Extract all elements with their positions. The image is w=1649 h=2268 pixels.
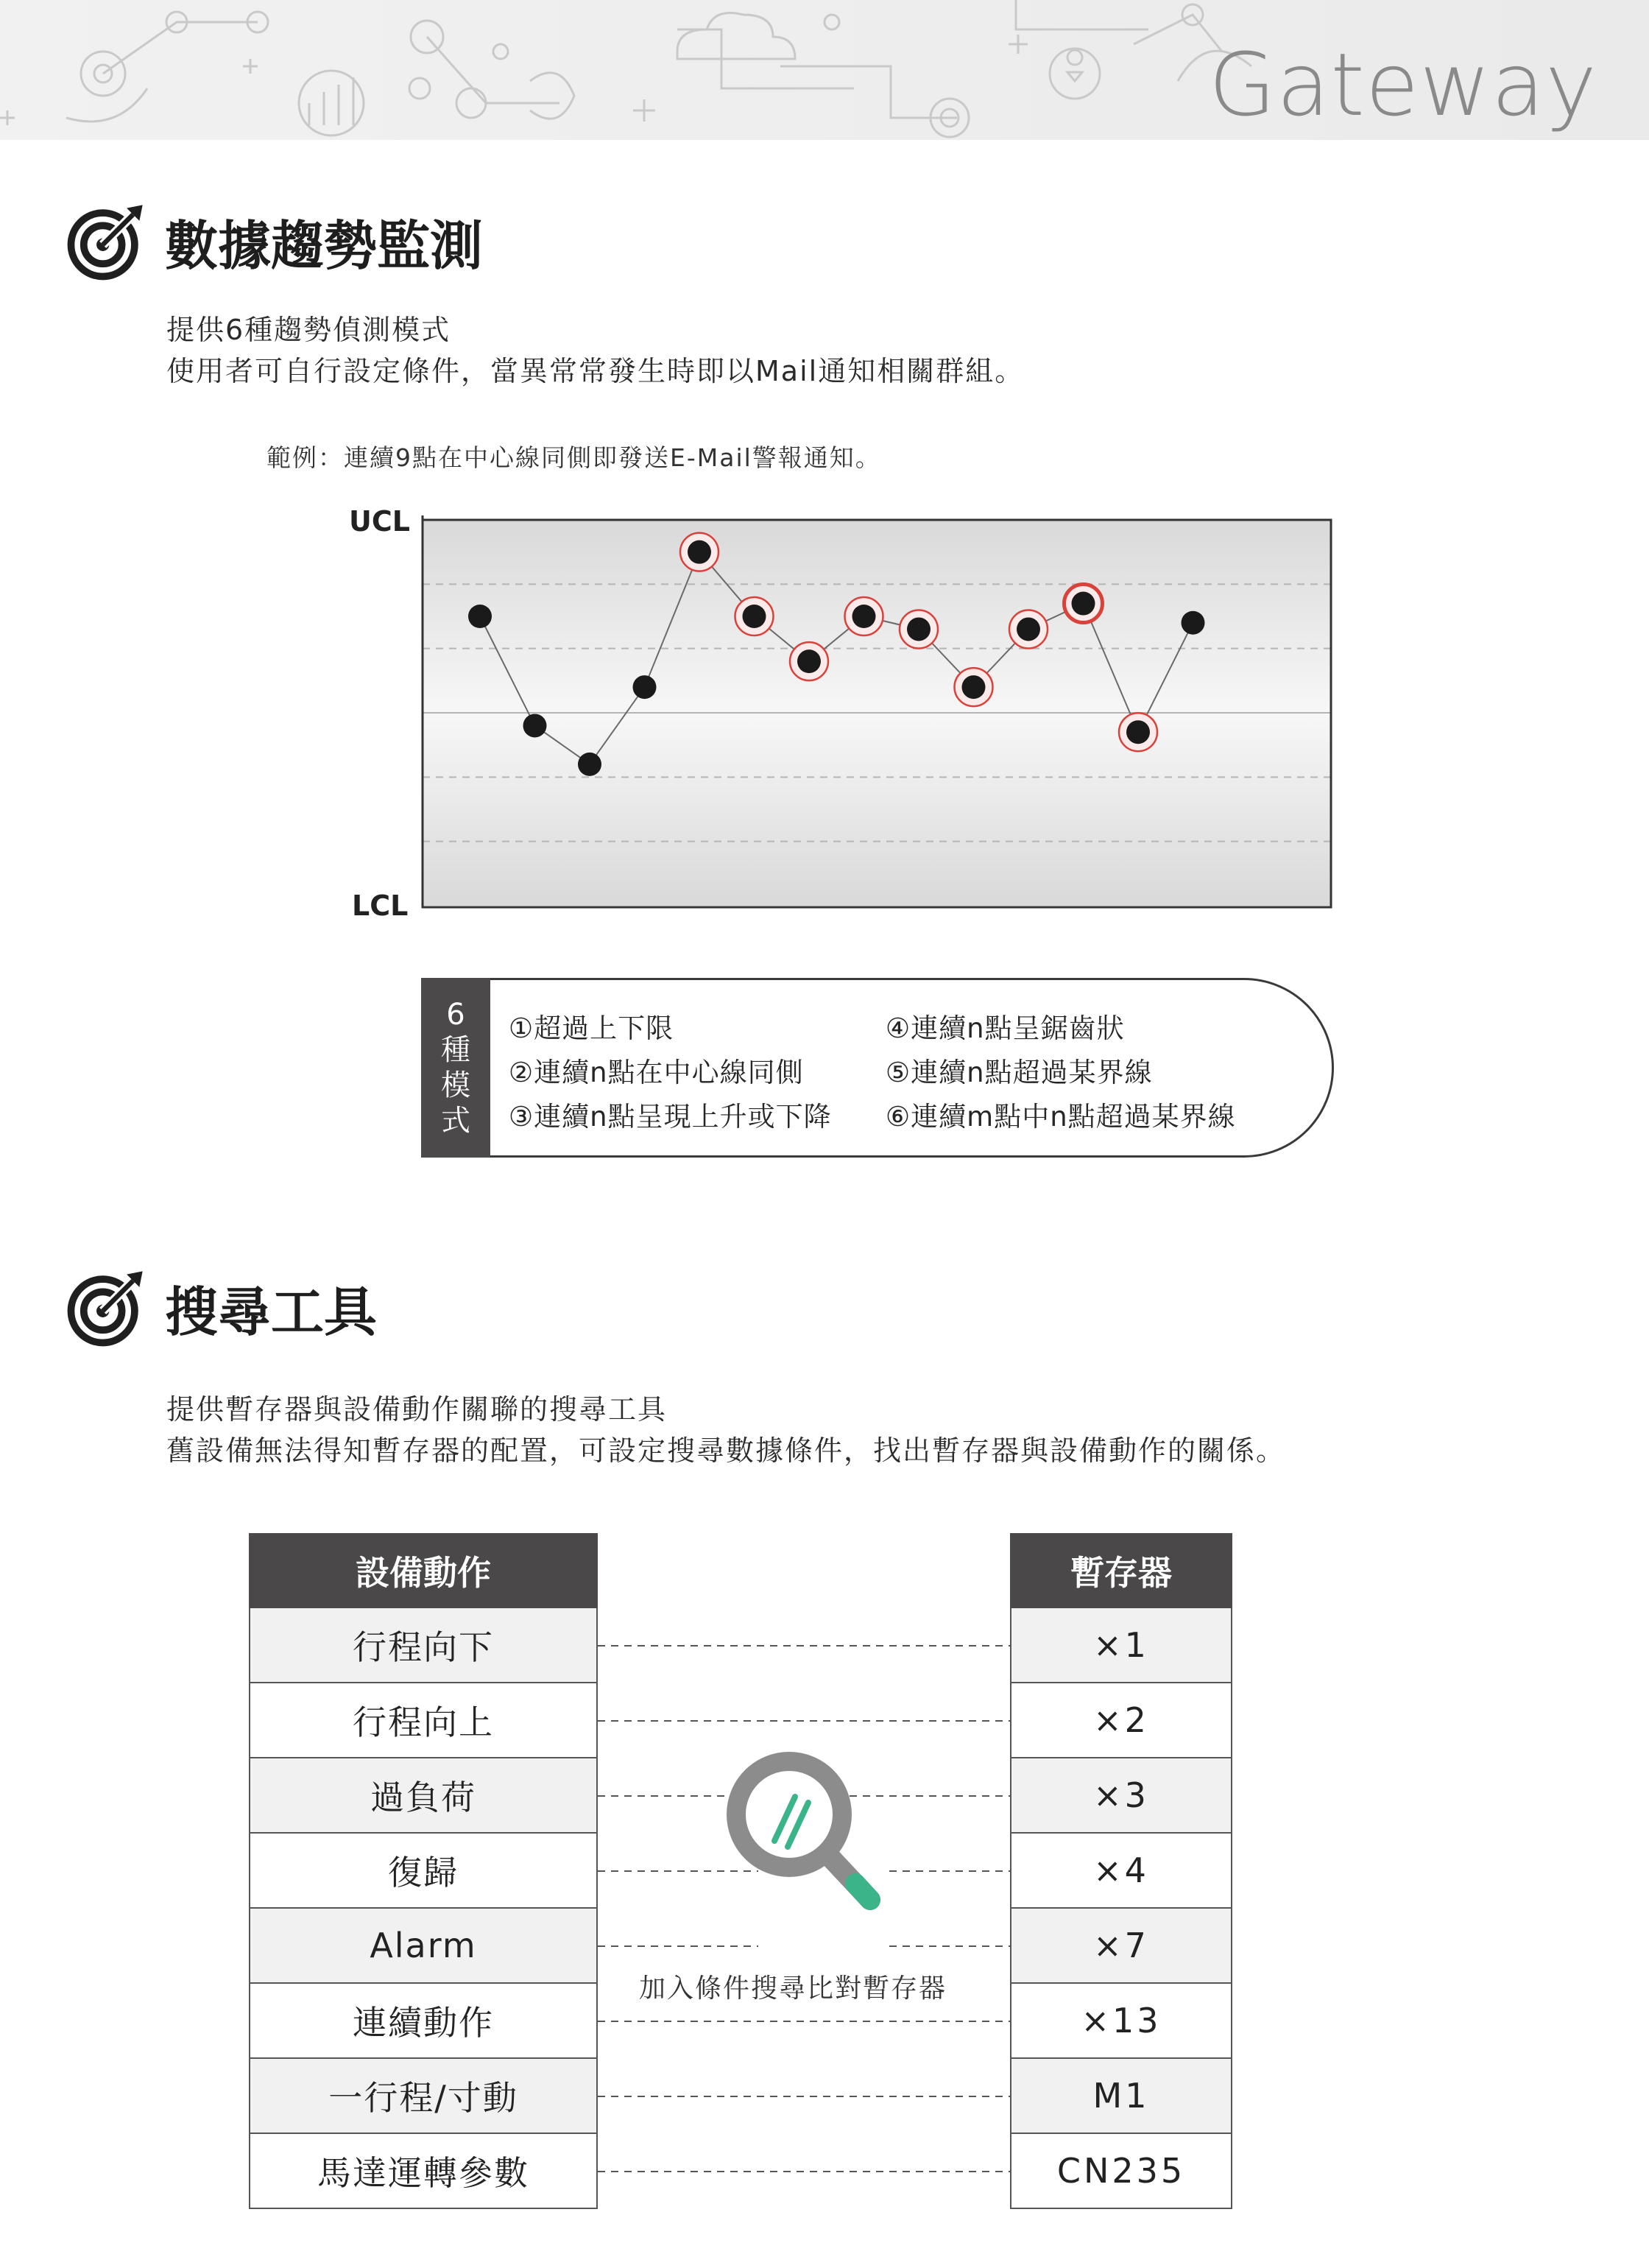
register-header: 暫存器	[1010, 1533, 1232, 1608]
table-row: ×4	[1010, 1834, 1232, 1909]
device-action-header: 設備動作	[249, 1533, 598, 1608]
table-row: 行程向上	[249, 1683, 598, 1758]
device-action-table	[249, 1533, 598, 2209]
mode-item: ②連續n點在中心線同側	[509, 1057, 804, 1088]
table-row: M1	[1010, 2059, 1232, 2134]
table-row: ×13	[1010, 1984, 1232, 2059]
mode-item: ⑤連續n點超過某界線	[886, 1057, 1153, 1088]
modes-tag-char: 6	[446, 998, 465, 1032]
mode-item: ①超過上下限	[509, 1012, 674, 1044]
ucl-label: UCL	[349, 505, 410, 538]
register-table	[1010, 1533, 1232, 2209]
modes-tag-char: 式	[441, 1104, 470, 1138]
description-line: 提供暫存器與設備動作關聯的搜尋工具	[166, 1393, 668, 1426]
table-row: 連續動作	[249, 1984, 598, 2059]
example-caption: 範例：連續9點在中心線同側即發送E-Mail警報通知。	[266, 443, 881, 472]
table-row: 行程向下	[249, 1608, 598, 1683]
table-row: 復歸	[249, 1834, 598, 1909]
description-line: 提供6種趨勢偵測模式	[166, 314, 451, 346]
magnifier-icon	[736, 1761, 883, 1950]
table-row: Alarm	[249, 1909, 598, 1984]
search-caption: 加入條件搜尋比對暫存器	[639, 1973, 947, 2004]
mode-item: ⑥連續m點中n點超過某界線	[886, 1101, 1236, 1133]
section-title: 數據趨勢監測	[165, 215, 484, 277]
table-row: ×3	[1010, 1758, 1232, 1834]
table-row: CN235	[1010, 2134, 1232, 2209]
brand-logo: Gateway	[1208, 34, 1597, 135]
mode-item: ③連續n點呈現上升或下降	[509, 1101, 832, 1133]
table-row: 一行程/寸動	[249, 2059, 598, 2134]
modes-tag-char: 種	[441, 1033, 470, 1067]
section-title: 搜尋工具	[165, 1281, 378, 1343]
table-row: 馬達運轉參數	[249, 2134, 598, 2209]
table-row: ×7	[1010, 1909, 1232, 1984]
mode-item: ④連續n點呈鋸齒狀	[886, 1012, 1125, 1044]
lcl-label: LCL	[352, 890, 409, 922]
table-row: ×1	[1010, 1608, 1232, 1683]
description-line: 舊設備無法得知暫存器的配置，可設定搜尋數據條件，找出暫存器與設備動作的關係。	[166, 1434, 1286, 1467]
table-row: 過負荷	[249, 1758, 598, 1834]
description-line: 使用者可自行設定條件，當異常常發生時即以Mail通知相關群組。	[166, 355, 1025, 387]
table-row: ×2	[1010, 1683, 1232, 1758]
modes-tag-char: 模	[441, 1068, 470, 1102]
